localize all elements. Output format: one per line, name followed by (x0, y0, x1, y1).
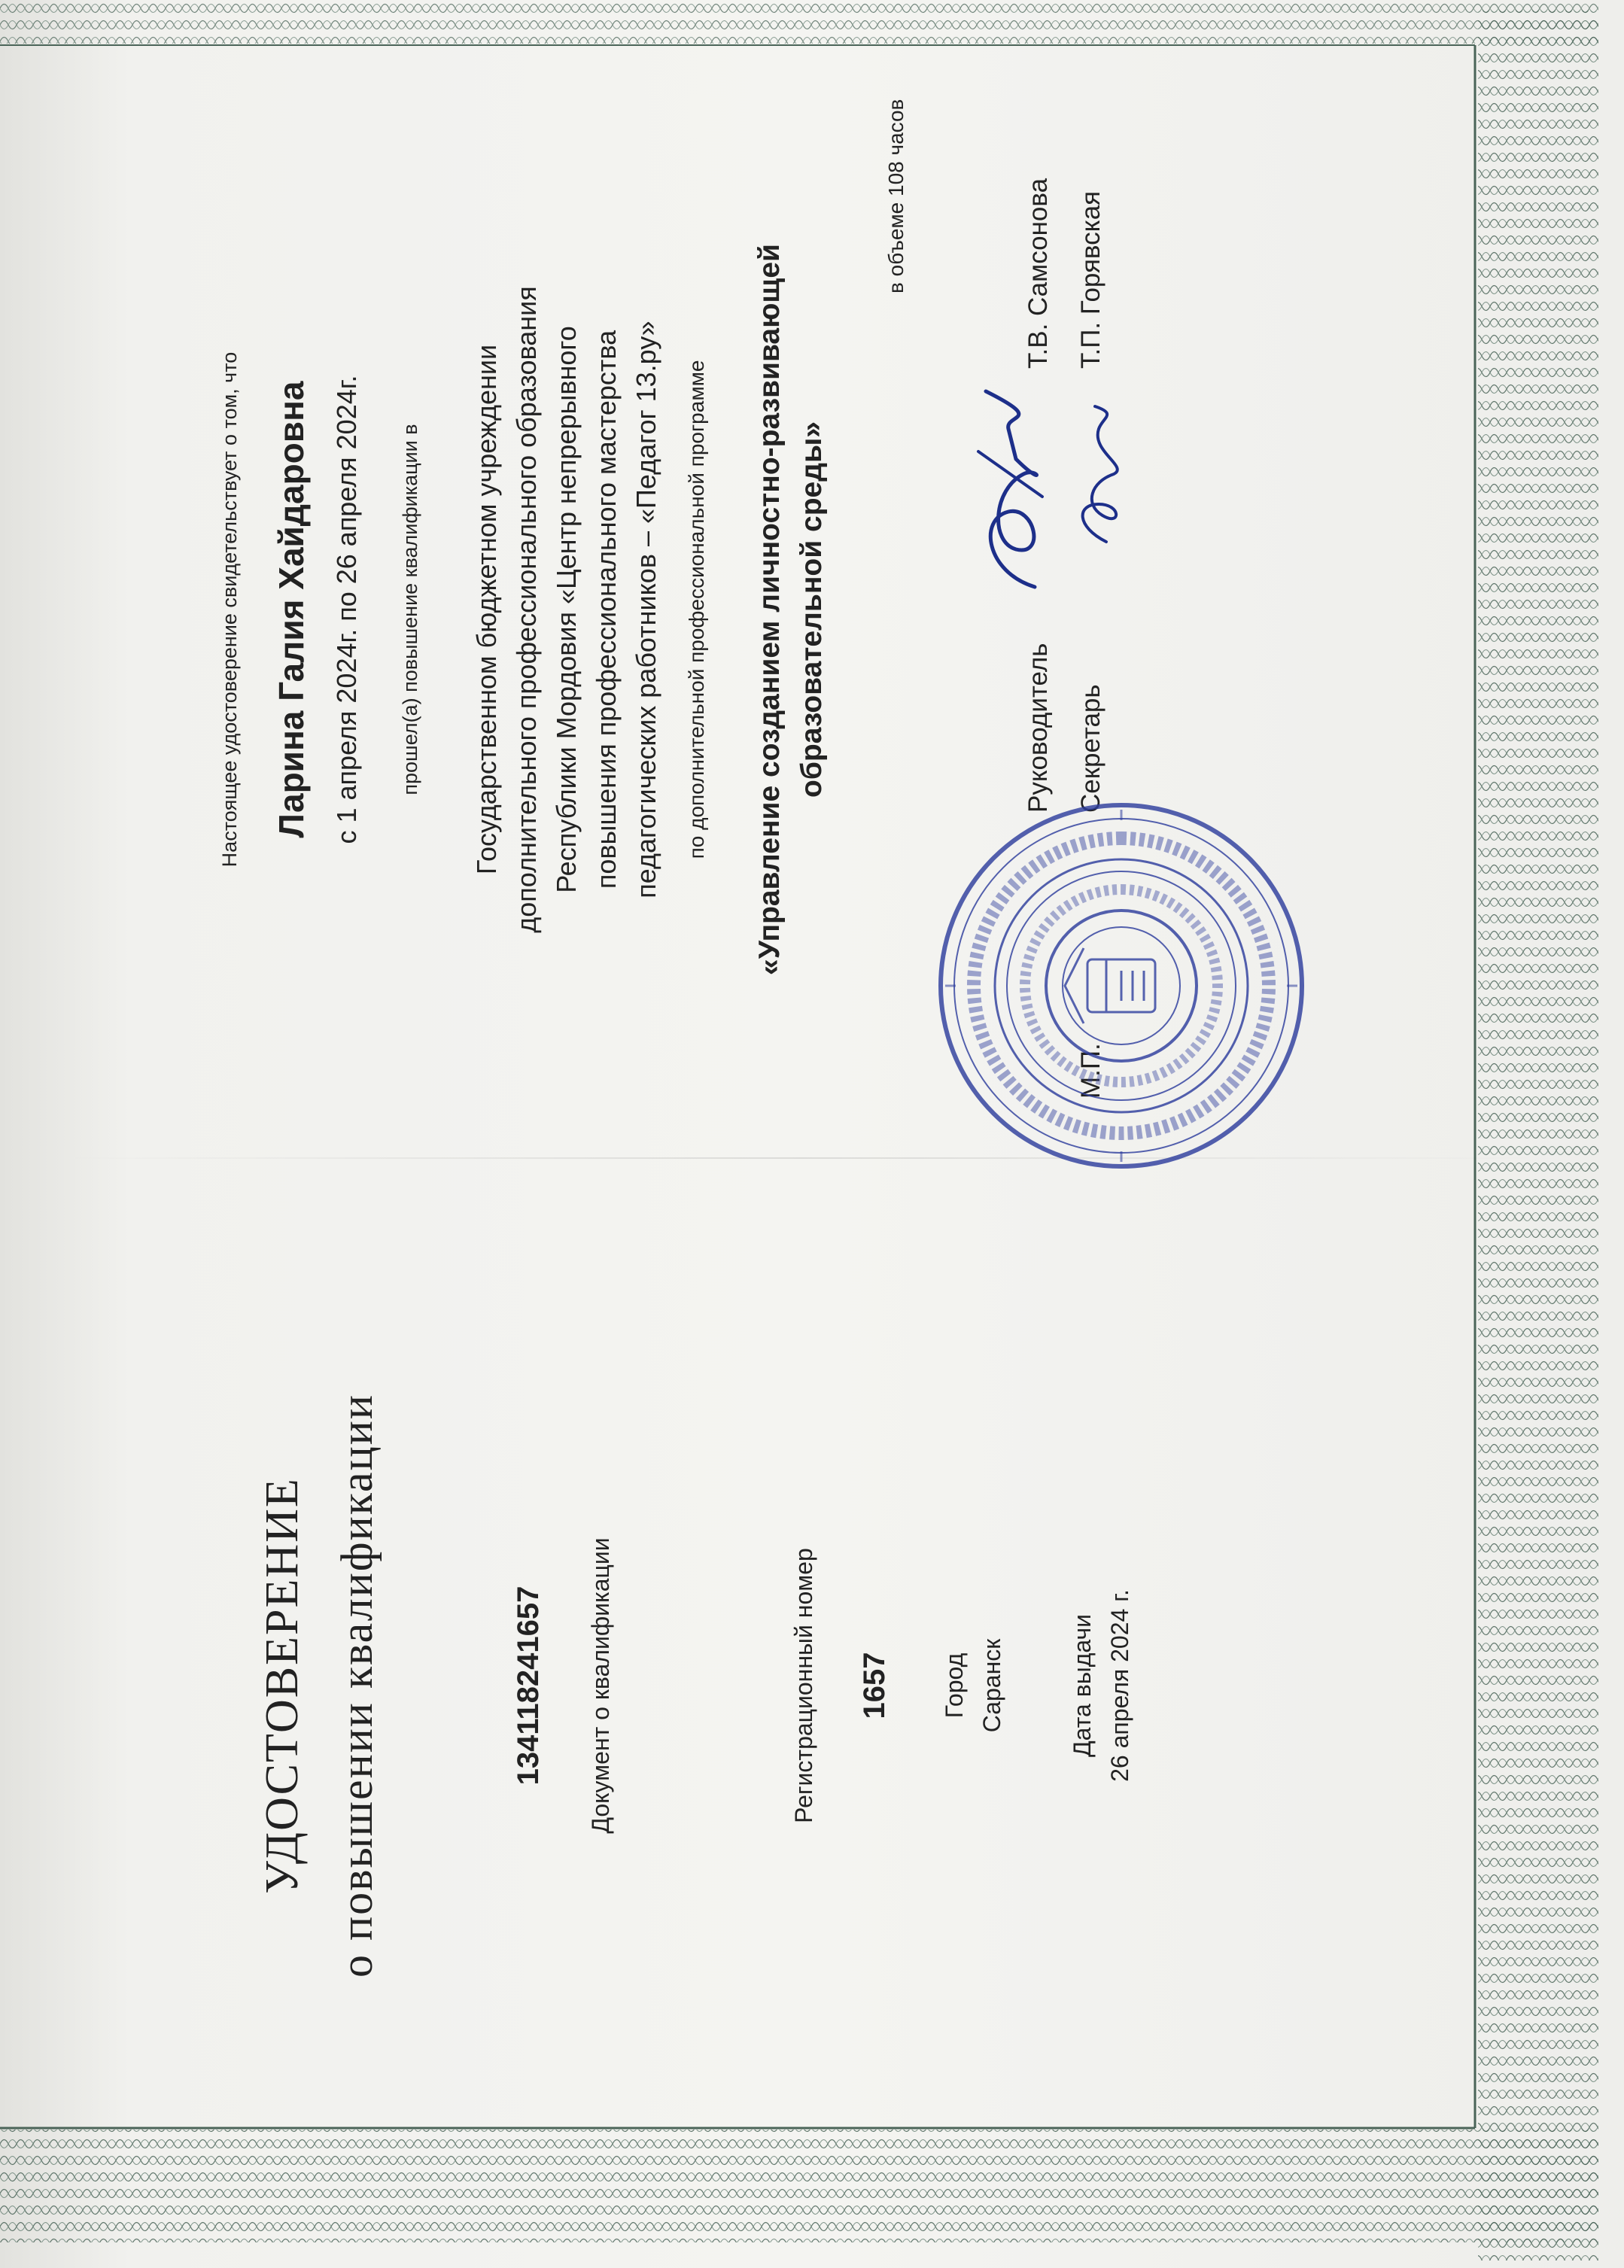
program-title (749, 90, 833, 1129)
registration-label: Регистрационный номер (790, 1548, 817, 1823)
holder-name: Ларина Галия Хайдаровна (272, 381, 311, 838)
program-title-line-2: образовательной среды» (795, 421, 828, 798)
training-period: с 1 апреля 2024г. по 26 апреля 2024г. (331, 375, 362, 844)
organization-line-5: педагогических работников – «Педагог 13.ру» (631, 321, 661, 898)
secretary-signature (1061, 399, 1144, 549)
official-seal (933, 798, 1309, 1174)
head-signature (963, 376, 1069, 602)
secretary-name: Т.П. Горявская (1076, 190, 1105, 369)
document-number: 134118241657 (512, 1585, 545, 1786)
organization-line-3: Республики Мордовия «Центр непрерывного (551, 326, 582, 893)
city-label: Город (941, 1652, 968, 1719)
passed-text: прошел(а) повышение квалификации в (399, 424, 421, 795)
organization-line-1: Государственном бюджетном учреждении (471, 344, 502, 875)
issue-date-label: Дата выдачи (1069, 1613, 1096, 1758)
organization-name (467, 90, 666, 1129)
city-value: Саранск (978, 1638, 1005, 1733)
issue-date: 26 апреля 2024 г. (1106, 1589, 1133, 1782)
head-name: Т.В. Самсонова (1023, 178, 1053, 369)
intro-text: Настоящее удостоверение свидетельствует о том, что (218, 351, 241, 868)
certificate-subtitle: о повышении квалификации (332, 1394, 382, 1978)
fold-line (60, 1157, 1543, 1159)
organization-line-2: дополнительного профессионального образования (511, 286, 542, 933)
organization-line-4: повышения профессионального мастерства (591, 330, 622, 889)
secretary-title: Секретарь (1076, 684, 1105, 813)
document-label: Документ о квалификации (587, 1537, 614, 1834)
head-title: Руководитель (1023, 643, 1053, 813)
program-title-line-1: «Управление созданием личностно-развивающей (753, 244, 786, 975)
course-hours: в объеме 108 часов (884, 99, 908, 293)
program-label: по дополнительной профессиональной программе (685, 360, 708, 859)
seal-place: М.П. (1076, 1043, 1105, 1099)
certificate-content (30, 60, 1573, 2227)
certificate-title: УДОСТОВЕРЕНИЕ (257, 1477, 308, 1894)
registration-number: 1657 (858, 1652, 891, 1719)
